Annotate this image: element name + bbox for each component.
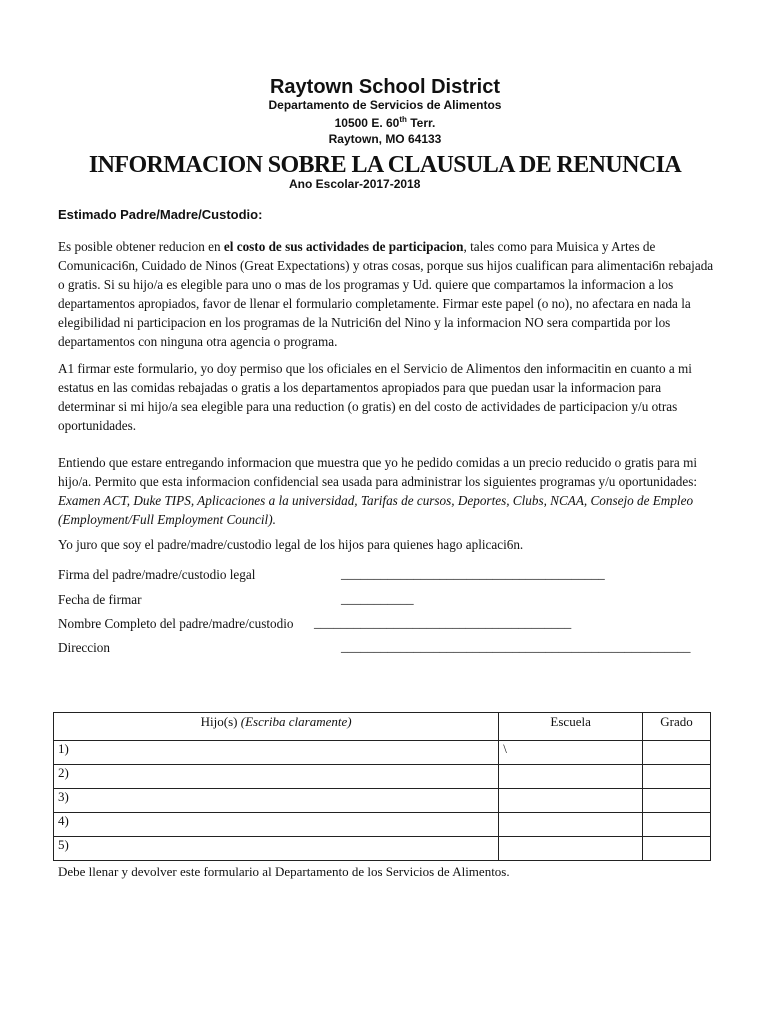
district-name: Raytown School District — [269, 76, 501, 98]
school-year: Ano Escolar-2017-2018 — [289, 177, 421, 191]
school-cell[interactable] — [499, 789, 643, 813]
table-row — [54, 789, 711, 813]
footer-instructions: Debe llenar y devolver este formulario al Departamento de los Servicios de Alimentos. — [58, 864, 510, 879]
child-cell[interactable]: 5) — [54, 837, 499, 861]
header-child — [54, 713, 499, 741]
paragraph-1-text-a: Es posible obtener reducion en — [58, 239, 224, 254]
paragraph-3-text: Entiendo que estare entregando informacion que muestra que yo he pedido comidas a un precio reducido o gratis para mi hijo/a. Permito que esta informacion confidencial sea usada para administrar los siguientes programas y/u oportunidades: — [58, 455, 698, 489]
child-cell[interactable]: 2) — [54, 765, 499, 789]
table-row — [54, 837, 711, 861]
date-field[interactable]: ___________ — [341, 591, 414, 606]
paragraph-2: A1 firmar este formulario, yo doy permiso que los oficiales en el Servicio de Alimentos den informacitin en cuanto a mi estatus en las comidas rebajadas o gratis a los departamentos apropiados para que puedan usar la informacion para determinar si mi hijo/a sea elegible para una reduction (o gratis) en del costo de actividades de participacion y/u otras oportunidades. — [58, 361, 692, 433]
header-child-text: Hijo(s) — [200, 714, 241, 729]
grade-cell[interactable] — [643, 765, 711, 789]
street-number: 10500 E. 60 — [334, 116, 400, 130]
salutation: Estimado Padre/Madre/Custodio: — [58, 207, 263, 222]
date-label: Fecha de firmar — [58, 592, 142, 607]
school-cell[interactable] — [499, 837, 643, 861]
child-cell[interactable]: 3) — [54, 789, 499, 813]
page-title: INFORMACION SOBRE LA CLAUSULA DE RENUNCIA — [88, 152, 682, 178]
school-cell[interactable] — [499, 813, 643, 837]
header-school: Escuela — [499, 713, 643, 741]
table-header-row — [54, 713, 711, 741]
grade-cell[interactable] — [643, 789, 711, 813]
department-name: Departamento de Servicios de Alimentos — [268, 98, 502, 112]
school-cell[interactable]: \ — [499, 741, 643, 765]
school-cell[interactable] — [499, 765, 643, 789]
street-ordinal: th — [399, 115, 407, 124]
address-field[interactable]: _____________________________________________________ — [341, 639, 691, 654]
paragraph-3-italic: Examen ACT, Duke TIPS, Aplicaciones a la universidad, Tarifas de cursos, Deportes, Clubs, NCAA, Consejo de Empleo (Employment/Full Employment Council). — [58, 493, 694, 527]
street-rest: Terr. — [406, 116, 436, 130]
header-child-note: (Escriba claramente) — [240, 714, 352, 729]
children-table — [53, 712, 711, 861]
child-cell[interactable]: 1) — [54, 741, 499, 765]
table-row — [54, 741, 711, 765]
grade-cell[interactable] — [643, 837, 711, 861]
paragraph-1-text-b: , tales como para Muisica y Artes de Comunicaci6n, Cuidado de Ninos (Great Expectations) y otras cosas, porque sus hijos cualifican para alimentaci6n rebajada o gratis. Si su hijo/a es elegible para uno o mas de los programas y Ud. quiere que compartamos la informacion a los departamentos apropiados, favor de llenar el formulario completamente. Firmar este papel (o no), no afectara en nada la elegibilidad ni participacion en los programas de la Nutrici6n del Nino y la informacion NO sera compartida por los departamentos con ninguna otra agencia o programa. — [58, 239, 714, 349]
grade-cell[interactable] — [643, 813, 711, 837]
table-row — [54, 813, 711, 837]
address-label: Direccion — [58, 640, 110, 655]
street-address — [0, 115, 770, 130]
city-state-zip: Raytown, MO 64133 — [328, 132, 442, 146]
paragraph-3 — [58, 453, 718, 529]
signature-field[interactable]: ________________________________________ — [341, 566, 605, 581]
paragraph-1 — [58, 237, 718, 351]
child-cell[interactable]: 4) — [54, 813, 499, 837]
signature-label: Firma del padre/madre/custodio legal — [58, 567, 256, 582]
oath-statement: Yo juro que soy el padre/madre/custodio legal de los hijos para quienes hago aplicaci6n. — [58, 537, 524, 552]
grade-cell[interactable] — [643, 741, 711, 765]
full-name-label: Nombre Completo del padre/madre/custodio — [58, 616, 294, 631]
paragraph-1-bold: el costo de sus actividades de participacion — [223, 239, 464, 254]
header-grade: Grado — [643, 713, 711, 741]
table-row — [54, 765, 711, 789]
full-name-field[interactable]: _______________________________________ — [314, 615, 572, 630]
